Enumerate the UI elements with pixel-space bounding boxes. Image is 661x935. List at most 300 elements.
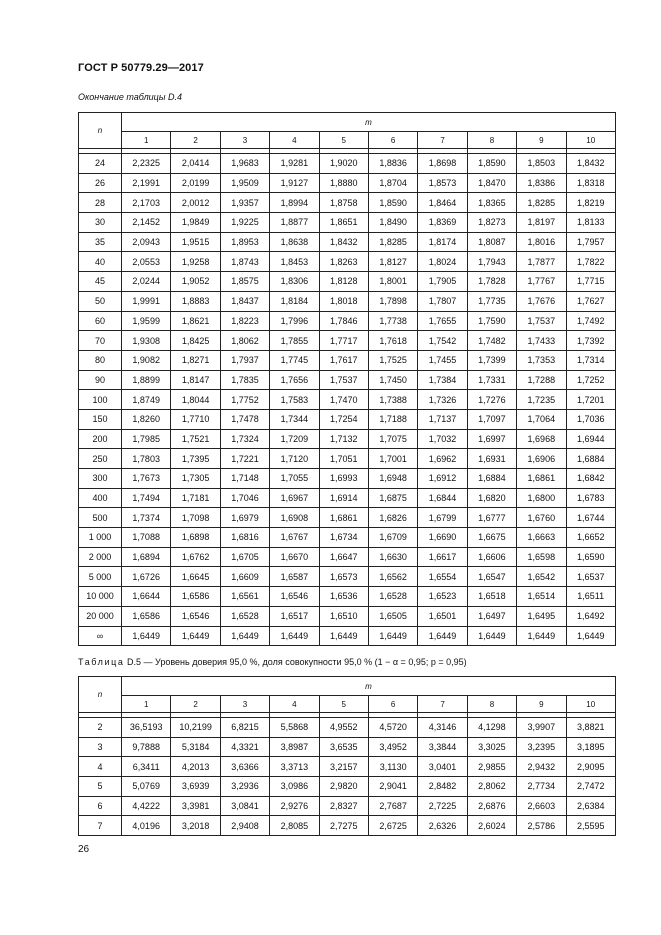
value-cell: 1,9258 [171,252,220,272]
value-cell: 1,6617 [418,547,467,567]
row-n-cell: 4 [79,757,122,777]
row-header-n: n [79,677,122,713]
row-n-cell: 20 000 [79,606,122,626]
value-cell: 1,7344 [270,409,319,429]
value-cell: 3,6366 [220,757,269,777]
value-cell: 1,8260 [122,409,171,429]
row-n-cell: 1 000 [79,528,122,548]
value-cell: 1,6645 [171,567,220,587]
value-cell: 4,5720 [368,718,417,738]
value-cell: 1,7898 [368,291,417,311]
row-n-cell: 100 [79,390,122,410]
table-row [79,587,616,607]
value-cell: 1,9509 [220,173,269,193]
value-cell: 3,0841 [220,796,269,816]
value-cell: 4,0196 [122,816,171,836]
value-cell: 1,7051 [319,449,368,469]
row-n-cell: 80 [79,350,122,370]
value-cell: 3,9907 [517,718,566,738]
value-cell: 1,6844 [418,488,467,508]
value-cell: 1,9599 [122,311,171,331]
value-cell: 1,7735 [467,291,516,311]
value-cell: 1,6586 [171,587,220,607]
value-cell: 2,6876 [467,796,516,816]
value-cell: 1,6449 [566,626,615,646]
row-n-cell: 5 000 [79,567,122,587]
value-cell: 1,6449 [418,626,467,646]
value-cell: 1,6554 [418,567,467,587]
value-cell: 1,6908 [270,508,319,528]
value-cell: 1,8704 [368,173,417,193]
value-cell: 1,6609 [220,567,269,587]
value-cell: 3,2395 [517,737,566,757]
value-cell: 1,6587 [270,567,319,587]
value-cell: 3,0986 [270,777,319,797]
table1-caption: Окончание таблицы D.4 [78,92,182,102]
row-n-cell: 40 [79,252,122,272]
value-cell: 1,8621 [171,311,220,331]
value-cell: 1,9225 [220,213,269,233]
value-cell: 1,6630 [368,547,417,567]
value-cell: 2,6384 [566,796,615,816]
value-cell: 1,8698 [418,154,467,174]
table-row [79,409,616,429]
value-cell: 2,0012 [171,193,220,213]
value-cell: 2,9276 [270,796,319,816]
value-cell: 1,8271 [171,350,220,370]
value-cell: 1,7221 [220,449,269,469]
column-header: 5 [319,696,368,713]
value-cell: 1,6547 [467,567,516,587]
value-cell: 1,6449 [517,626,566,646]
value-cell: 1,8127 [368,252,417,272]
value-cell: 1,6800 [517,488,566,508]
value-cell: 1,6744 [566,508,615,528]
value-cell: 1,7590 [467,311,516,331]
value-cell: 1,6449 [122,626,171,646]
value-cell: 1,6884 [467,469,516,489]
value-cell: 1,7803 [122,449,171,469]
value-cell: 1,6647 [319,547,368,567]
value-cell: 1,8877 [270,213,319,233]
column-header: 1 [122,132,171,149]
value-cell: 1,8749 [122,390,171,410]
value-cell: 1,6820 [467,488,516,508]
value-cell: 1,6518 [467,587,516,607]
row-n-cell: 200 [79,429,122,449]
value-cell: 1,7494 [122,488,171,508]
value-cell: 1,8590 [368,193,417,213]
value-cell: 1,8425 [171,331,220,351]
table-row [79,606,616,626]
value-cell: 1,6449 [220,626,269,646]
value-cell: 1,6644 [122,587,171,607]
value-cell: 1,8386 [517,173,566,193]
table-row [79,777,616,797]
value-cell: 1,7055 [270,469,319,489]
value-cell: 2,8062 [467,777,516,797]
value-cell: 3,2936 [220,777,269,797]
value-cell: 1,7384 [418,370,467,390]
row-n-cell: ∞ [79,626,122,646]
value-cell: 1,7075 [368,429,417,449]
value-cell: 3,1130 [368,757,417,777]
value-cell: 3,3025 [467,737,516,757]
column-header: 4 [270,132,319,149]
value-cell: 6,3411 [122,757,171,777]
value-cell: 1,6528 [220,606,269,626]
value-cell: 1,6997 [467,429,516,449]
table-row [79,193,616,213]
row-n-cell: 30 [79,213,122,233]
value-cell: 1,7188 [368,409,417,429]
value-cell: 1,8503 [517,154,566,174]
value-cell: 1,8432 [566,154,615,174]
value-cell: 1,8437 [220,291,269,311]
value-cell: 1,7537 [517,311,566,331]
value-cell: 1,6912 [418,469,467,489]
value-cell: 1,7676 [517,291,566,311]
value-cell: 1,7252 [566,370,615,390]
value-cell: 1,6968 [517,429,566,449]
value-cell: 1,6562 [368,567,417,587]
value-cell: 1,7710 [171,409,220,429]
value-cell: 1,7470 [319,390,368,410]
value-cell: 1,7046 [220,488,269,508]
value-cell: 2,2325 [122,154,171,174]
table2-caption-label: Таблица [78,657,125,667]
table-row [79,370,616,390]
value-cell: 1,8573 [418,173,467,193]
value-cell: 1,7656 [270,370,319,390]
value-cell: 1,8590 [467,154,516,174]
table-row [79,796,616,816]
value-cell: 1,6561 [220,587,269,607]
value-cell: 2,1452 [122,213,171,233]
value-cell: 1,6979 [220,508,269,528]
value-cell: 1,6734 [319,528,368,548]
value-cell: 1,7001 [368,449,417,469]
value-cell: 1,6944 [566,429,615,449]
value-cell: 1,7353 [517,350,566,370]
value-cell: 3,4952 [368,737,417,757]
value-cell: 2,7687 [368,796,417,816]
value-cell: 1,7715 [566,272,615,292]
value-cell: 2,0553 [122,252,171,272]
value-cell: 1,8490 [368,213,417,233]
value-cell: 1,6511 [566,587,615,607]
value-cell: 1,7433 [517,331,566,351]
value-cell: 2,8327 [319,796,368,816]
value-cell: 1,9020 [319,154,368,174]
row-n-cell: 6 [79,796,122,816]
value-cell: 1,7985 [122,429,171,449]
value-cell: 1,9683 [220,154,269,174]
table-row [79,291,616,311]
value-cell: 1,9515 [171,232,220,252]
value-cell: 1,6546 [171,606,220,626]
column-header: 6 [368,696,417,713]
table-row [79,488,616,508]
value-cell: 4,2013 [171,757,220,777]
value-cell: 1,8219 [566,193,615,213]
value-cell: 1,7655 [418,311,467,331]
value-cell: 1,7957 [566,232,615,252]
value-cell: 1,8263 [319,252,368,272]
value-cell: 1,6449 [171,626,220,646]
value-cell: 1,6537 [566,567,615,587]
value-cell: 1,7450 [368,370,417,390]
table-row [79,508,616,528]
row-n-cell: 300 [79,469,122,489]
value-cell: 4,1298 [467,718,516,738]
value-cell: 1,7288 [517,370,566,390]
value-cell: 1,7525 [368,350,417,370]
row-n-cell: 45 [79,272,122,292]
value-cell: 1,6816 [220,528,269,548]
value-cell: 3,8987 [270,737,319,757]
value-cell: 1,7314 [566,350,615,370]
value-cell: 2,8085 [270,816,319,836]
value-cell: 1,7617 [319,350,368,370]
column-header: 8 [467,132,516,149]
value-cell: 1,6861 [517,469,566,489]
table-d5 [78,676,616,836]
value-cell: 1,6492 [566,606,615,626]
row-n-cell: 500 [79,508,122,528]
table-row [79,390,616,410]
value-cell: 1,7388 [368,390,417,410]
value-cell: 1,6449 [368,626,417,646]
value-cell: 5,0769 [122,777,171,797]
value-cell: 2,9432 [517,757,566,777]
value-cell: 1,6842 [566,469,615,489]
table-row [79,469,616,489]
table-row [79,154,616,174]
value-cell: 1,7032 [418,429,467,449]
value-cell: 1,8369 [418,213,467,233]
row-n-cell: 2 000 [79,547,122,567]
value-cell: 1,8044 [171,390,220,410]
value-cell: 1,8285 [368,232,417,252]
value-cell: 3,8821 [566,718,615,738]
col-group-header-m: m [122,113,616,132]
value-cell: 4,9552 [319,718,368,738]
row-n-cell: 50 [79,291,122,311]
value-cell: 1,7209 [270,429,319,449]
value-cell: 1,6948 [368,469,417,489]
value-cell: 2,7734 [517,777,566,797]
value-cell: 1,8743 [220,252,269,272]
column-header: 2 [171,132,220,149]
value-cell: 1,6652 [566,528,615,548]
value-cell: 1,8758 [319,193,368,213]
value-cell: 1,7537 [319,370,368,390]
table-row [79,528,616,548]
value-cell: 2,9820 [319,777,368,797]
value-cell: 1,8575 [220,272,269,292]
value-cell: 1,7132 [319,429,368,449]
column-header: 9 [517,132,566,149]
value-cell: 1,7455 [418,350,467,370]
value-cell: 1,8836 [368,154,417,174]
value-cell: 1,6762 [171,547,220,567]
value-cell: 1,8883 [171,291,220,311]
value-cell: 1,6906 [517,449,566,469]
value-cell: 1,6914 [319,488,368,508]
value-cell: 1,6670 [270,547,319,567]
value-cell: 1,8899 [122,370,171,390]
row-n-cell: 10 000 [79,587,122,607]
table-d4-continuation [78,112,616,646]
column-header: 1 [122,696,171,713]
row-n-cell: 5 [79,777,122,797]
value-cell: 1,8365 [467,193,516,213]
value-cell: 1,6875 [368,488,417,508]
value-cell: 1,6510 [319,606,368,626]
table-row [79,213,616,233]
value-cell: 1,6931 [467,449,516,469]
value-cell: 2,6326 [418,816,467,836]
value-cell: 1,7618 [368,331,417,351]
row-n-cell: 90 [79,370,122,390]
value-cell: 1,7492 [566,311,615,331]
value-cell: 1,8133 [566,213,615,233]
value-cell: 1,6894 [122,547,171,567]
value-cell: 1,8128 [319,272,368,292]
value-cell: 1,8087 [467,232,516,252]
value-cell: 1,7148 [220,469,269,489]
value-cell: 1,9991 [122,291,171,311]
value-cell: 4,4222 [122,796,171,816]
value-cell: 3,3981 [171,796,220,816]
value-cell: 2,6725 [368,816,417,836]
value-cell: 1,6709 [368,528,417,548]
row-n-cell: 24 [79,154,122,174]
row-n-cell: 250 [79,449,122,469]
value-cell: 4,3146 [418,718,467,738]
row-n-cell: 60 [79,311,122,331]
value-cell: 2,9855 [467,757,516,777]
value-cell: 3,3713 [270,757,319,777]
table2-caption [78,657,467,667]
table-row [79,816,616,836]
table-row [79,272,616,292]
value-cell: 1,8062 [220,331,269,351]
value-cell: 36,5193 [122,718,171,738]
value-cell: 3,6535 [319,737,368,757]
value-cell: 1,9052 [171,272,220,292]
value-cell: 1,6760 [517,508,566,528]
value-cell: 1,6967 [270,488,319,508]
value-cell: 1,9127 [270,173,319,193]
value-cell: 3,2157 [319,757,368,777]
column-header: 7 [418,696,467,713]
value-cell: 1,6898 [171,528,220,548]
table-row [79,718,616,738]
column-header: 5 [319,132,368,149]
value-cell: 1,7181 [171,488,220,508]
row-n-cell: 70 [79,331,122,351]
value-cell: 1,8470 [467,173,516,193]
value-cell: 1,7822 [566,252,615,272]
value-cell: 1,6799 [418,508,467,528]
value-cell: 1,7738 [368,311,417,331]
value-cell: 1,7036 [566,409,615,429]
value-cell: 1,7767 [517,272,566,292]
value-cell: 1,7482 [467,331,516,351]
value-cell: 1,8024 [418,252,467,272]
value-cell: 1,7478 [220,409,269,429]
value-cell: 2,1991 [122,173,171,193]
value-cell: 1,6783 [566,488,615,508]
value-cell: 1,7395 [171,449,220,469]
value-cell: 1,9357 [220,193,269,213]
value-cell: 1,8016 [517,232,566,252]
value-cell: 5,3184 [171,737,220,757]
value-cell: 2,7225 [418,796,467,816]
value-cell: 1,6546 [270,587,319,607]
value-cell: 1,7996 [270,311,319,331]
value-cell: 1,8994 [270,193,319,213]
value-cell: 1,6497 [467,606,516,626]
value-cell: 1,7324 [220,429,269,449]
document-header: ГОСТ Р 50779.29—2017 [78,62,204,74]
value-cell: 3,3844 [418,737,467,757]
value-cell: 1,7392 [566,331,615,351]
value-cell: 1,7305 [171,469,220,489]
row-n-cell: 28 [79,193,122,213]
value-cell: 1,6777 [467,508,516,528]
table-row [79,350,616,370]
value-cell: 1,9849 [171,213,220,233]
value-cell: 1,9308 [122,331,171,351]
value-cell: 1,6726 [122,567,171,587]
value-cell: 1,8018 [319,291,368,311]
value-cell: 1,6705 [220,547,269,567]
value-cell: 1,8184 [270,291,319,311]
column-header: 2 [171,696,220,713]
value-cell: 2,9095 [566,757,615,777]
column-header: 6 [368,132,417,149]
value-cell: 6,8215 [220,718,269,738]
value-cell: 1,6542 [517,567,566,587]
value-cell: 1,6523 [418,587,467,607]
value-cell: 1,6536 [319,587,368,607]
value-cell: 2,0943 [122,232,171,252]
value-cell: 3,0401 [418,757,467,777]
table-row [79,252,616,272]
value-cell: 2,1703 [122,193,171,213]
value-cell: 1,6962 [418,449,467,469]
page-number: 26 [78,844,90,855]
value-cell: 2,6603 [517,796,566,816]
value-cell: 1,7828 [467,272,516,292]
value-cell: 1,8953 [220,232,269,252]
value-cell: 9,7888 [122,737,171,757]
value-cell: 1,7542 [418,331,467,351]
value-cell: 2,0414 [171,154,220,174]
value-cell: 1,6528 [368,587,417,607]
value-cell: 1,6675 [467,528,516,548]
value-cell: 2,0244 [122,272,171,292]
value-cell: 1,7673 [122,469,171,489]
value-cell: 1,6449 [467,626,516,646]
value-cell: 1,8273 [467,213,516,233]
value-cell: 2,0199 [171,173,220,193]
value-cell: 2,9408 [220,816,269,836]
table-row [79,626,616,646]
